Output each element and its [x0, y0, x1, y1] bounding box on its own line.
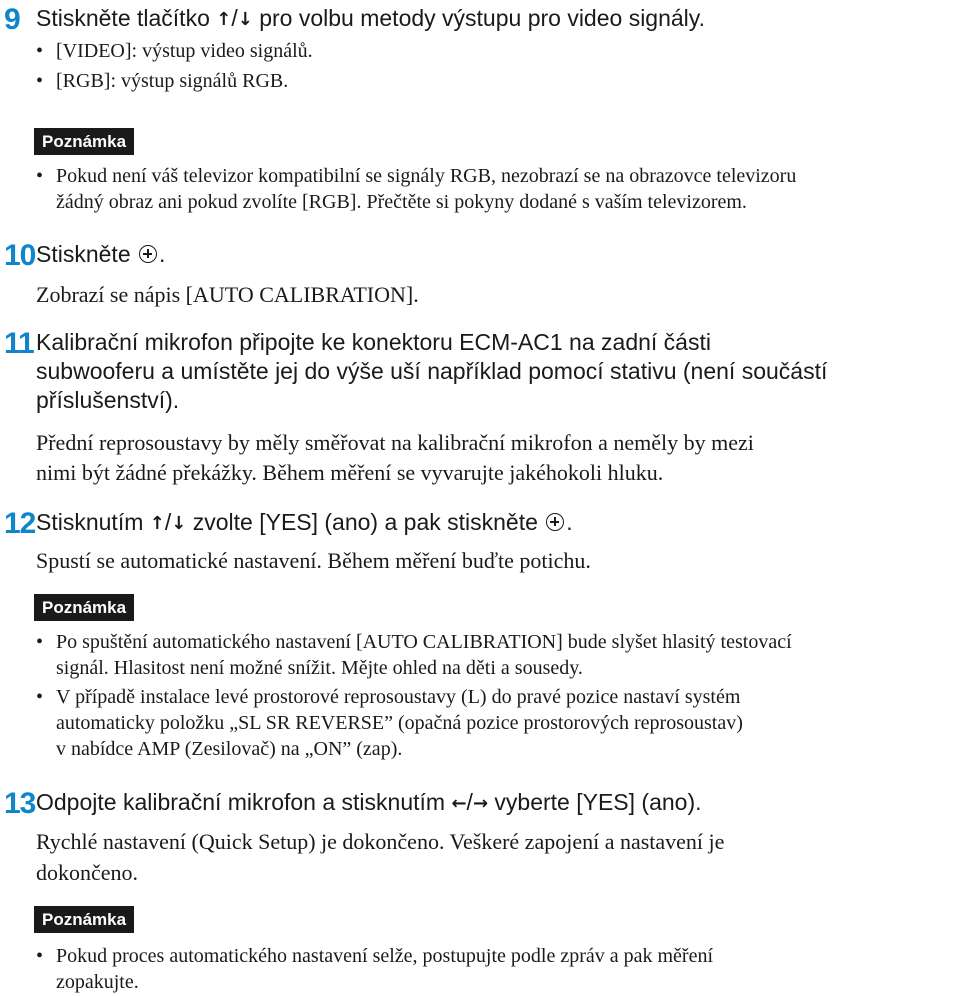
note-badge: Poznámka: [34, 128, 134, 155]
step-9-options: [34, 36, 954, 96]
body-line: nimi být žádné překážky. Během měření se vyvarujte jakéhokoli hluku.: [36, 460, 664, 485]
list-item: • [RGB]: výstup signálů RGB.: [34, 66, 954, 96]
slash: /: [231, 5, 238, 31]
heading-text: zvolte [YES] (ano) a pak stiskněte: [186, 509, 545, 535]
list-item-line: • Pokud není váš televizor kompatibilní se signály RGB, nezobrazí se na obrazovce televizoru: [56, 165, 797, 187]
slash: /: [466, 789, 473, 815]
list-item: [34, 629, 954, 681]
list-item-line: • Pokud proces automatického nastavení selže, postupujte podle zpráv a pak měření: [56, 945, 714, 967]
arrow-up-icon: ↑: [216, 9, 232, 30]
step-13-body: [36, 826, 946, 888]
heading-text: .: [566, 509, 573, 535]
step-number: 10: [4, 239, 36, 272]
heading-text: Stisknutím: [36, 509, 150, 535]
step-12-body: Spustí se automatické nastavení. Během měření buďte potichu.: [36, 548, 591, 573]
heading-text: pro volbu metody výstupu pro video signály.: [252, 5, 705, 31]
step-11-body: [36, 428, 946, 488]
heading-line: subwooferu a umístěte jej do výše uší například pomocí stativu (není součástí: [36, 358, 828, 384]
list-item-line: signál. Hlasitost není možné snížit. Mějte ohled na děti a sousedy.: [56, 657, 583, 679]
note-1-list: [34, 163, 954, 215]
step-heading: [36, 4, 960, 34]
step-number: 12: [4, 507, 36, 540]
note-3-list: [34, 943, 954, 995]
list-item: [34, 943, 954, 995]
heading-line: příslušenství).: [36, 387, 180, 413]
note-badge: Poznámka: [34, 594, 134, 621]
step-heading: [36, 328, 960, 415]
list-item-line: žádný obraz ani pokud zvolíte [RGB]. Přečtěte si pokyny dodané s vaším televizorem.: [56, 191, 747, 213]
step-heading: [36, 240, 960, 269]
list-item-line: • Po spuštění automatického nastavení [AUTO CALIBRATION] bude slyšet hlasitý testovací: [56, 631, 792, 653]
body-line: Přední reprosoustavy by měly směřovat na kalibrační mikrofon a neměly by mezi: [36, 430, 754, 455]
step-10-body: Zobrazí se nápis [AUTO CALIBRATION].: [36, 282, 419, 307]
slash: /: [164, 509, 172, 535]
list-item-line: v nabídce AMP (Zesilovač) na „ON” (zap).: [56, 738, 403, 760]
list-item-line: zopakujte.: [56, 971, 139, 993]
arrow-right-icon: →: [472, 793, 489, 814]
list-item: • [VIDEO]: výstup video signálů.: [34, 36, 954, 66]
enter-button-icon: [139, 245, 157, 263]
heading-line: Kalibrační mikrofon připojte ke konektoru ECM-AC1 na zadní části: [36, 329, 711, 355]
arrow-down-icon: ↓: [237, 9, 253, 30]
arrow-down-icon: ↓: [171, 513, 187, 534]
step-number: 11: [4, 327, 34, 360]
step-number: 9: [4, 3, 20, 36]
note-2-list: [34, 629, 954, 762]
heading-text: .: [159, 241, 166, 267]
arrow-left-icon: ←: [451, 793, 467, 814]
arrow-up-icon: ↑: [149, 513, 165, 534]
list-item-line: • V případě instalace levé prostorové reprosoustavy (L) do pravé pozice nastaví systém: [56, 686, 741, 708]
heading-text: vyberte [YES] (ano).: [488, 789, 702, 815]
note-badge: Poznámka: [34, 906, 134, 933]
list-item: [34, 684, 954, 762]
heading-text: Odpojte kalibrační mikrofon a stisknutím: [36, 789, 452, 815]
step-heading: [36, 788, 960, 818]
enter-button-icon: [546, 513, 564, 531]
heading-text: Stiskněte tlačítko: [36, 5, 217, 31]
step-number: 13: [4, 787, 36, 820]
body-line: dokončeno.: [36, 860, 139, 885]
step-heading: [36, 508, 960, 538]
list-item: [34, 163, 954, 215]
heading-text: Stiskněte: [36, 241, 137, 267]
list-item-line: automaticky položku „SL SR REVERSE” (opačná pozice prostorových reprosoustav): [56, 712, 743, 734]
body-line: Rychlé nastavení (Quick Setup) je dokončeno. Veškeré zapojení a nastavení je: [36, 829, 725, 854]
